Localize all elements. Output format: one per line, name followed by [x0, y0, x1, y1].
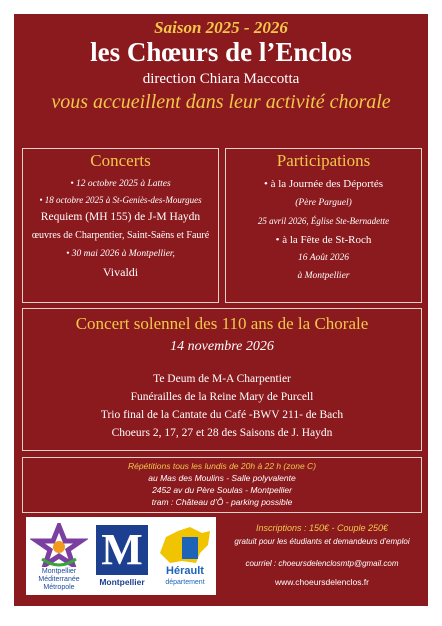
concerts-line-2: • 18 octobre 2025 à St-Geniès-des-Mourgues: [39, 195, 202, 205]
montpellier-label: Montpellier: [99, 577, 145, 587]
concerts-line-4: œuvres de Charpentier, Saint-Saëns et Fauré: [31, 230, 210, 241]
participations-line-1: • à la Journée des Déportés: [263, 178, 383, 190]
program-line-3: Trio final de la Cantate du Café -BWV 211- de Bach: [100, 409, 344, 421]
metropole-star-icon: [30, 523, 88, 567]
tagline: vous accueillent dans leur activité chorale: [51, 91, 391, 113]
rehearsals-line-4: tram : Château d’Ô - parking possible: [151, 497, 293, 507]
rehearsals-line-1: Répétitions tous les lundis de 20h à 22 h (zone C): [127, 461, 317, 471]
anniversary-box: [22, 308, 422, 451]
metropole-logo: [30, 523, 88, 591]
herault-logo: [156, 523, 214, 591]
concerts-line-5: • 30 mai 2026 à Montpellier,: [66, 249, 175, 259]
season-title: Saison 2025 - 2026: [154, 18, 288, 37]
herault-sublabel: département: [165, 579, 205, 586]
info-block: [220, 521, 424, 589]
herault-label: Hérault: [166, 565, 204, 577]
participations-line-2: (Père Parguel): [295, 198, 352, 208]
website-link[interactable]: www.choeursdelenclos.fr: [274, 577, 369, 587]
program-line-1: Te Deum de M-A Charpentier: [153, 373, 291, 385]
sponsor-logos: [26, 517, 216, 595]
rehearsals-line-2: au Mas des Moulins - Salle polyvalente: [148, 473, 296, 483]
director-line: direction Chiara Maccotta: [142, 71, 300, 87]
concerts-box: [22, 148, 219, 303]
rehearsals-line-3: 2452 av du Père Soulas - Montpellier: [152, 485, 292, 495]
participations-line-5: 16 Août 2026: [297, 253, 350, 263]
montpellier-logo: [92, 523, 152, 591]
fees-text: Inscriptions : 150€ - Couple 250€: [255, 523, 389, 533]
anniversary-title: Concert solennel des 110 ans de la Chorale: [75, 314, 369, 333]
choir-name: les Chœurs de l’Enclos: [90, 37, 352, 67]
concerts-line-3: Requiem (MH 155) de J-M Haydn: [40, 211, 201, 223]
participations-title: Participations: [276, 151, 371, 170]
concerts-title: Concerts: [90, 151, 151, 170]
concerts-line-1: • 12 octobre 2025 à Lattes: [70, 179, 171, 189]
participations-box: [225, 148, 422, 303]
free-text: gratuit pour les étudiants et demandeurs d’emploi: [234, 537, 410, 546]
participations-line-4: • à la Fête de St-Roch: [275, 234, 372, 246]
participations-line-3: 25 avril 2026, Église Ste-Bernadette: [257, 216, 390, 226]
program-line-4: Choeurs 2, 17, 27 et 28 des Saisons de J. Haydn: [111, 427, 333, 439]
concerts-line-6: Vivaldi: [102, 265, 139, 279]
program-line-2: Funérailles de la Reine Mary de Purcell: [130, 391, 314, 403]
poster: [14, 14, 428, 606]
montpellier-m-icon: M: [96, 525, 148, 575]
rehearsals-box: [22, 457, 422, 513]
participations-line-6: à Montpellier: [297, 271, 350, 281]
metropole-label: Montpellier Méditerranée Métropole: [38, 568, 80, 591]
herault-map-icon: [156, 523, 214, 567]
anniversary-date: 14 novembre 2026: [170, 339, 274, 354]
email-link[interactable]: courriel : choeursdelenclosmtp@gmail.com: [245, 559, 399, 568]
